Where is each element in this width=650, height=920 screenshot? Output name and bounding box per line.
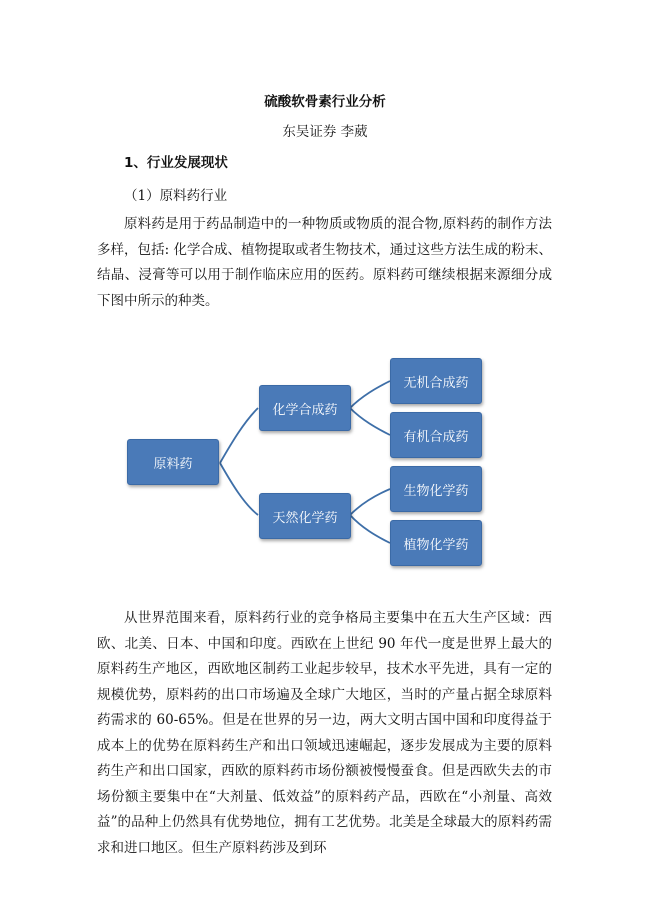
connector-chemical-organic <box>350 408 390 435</box>
connector-root-chemical <box>220 408 258 463</box>
connector-chemical-inorganic <box>350 381 390 408</box>
paragraph-market: 从世界范围来看，原料药行业的竞争格局主要集中在五大生产区域：西欧、北美、日本、中国和印度。西欧在上世纪 90 年代一度是世界上最大的原料药生产地区，西欧地区制药工业起步较早，技术水平先进，具有一定的规模优势，原料药的出口市场遍及全球广大地区，当时的产量占据全球原料药需求的 60-65%。但是在世界的另一边，两大文明古国中国和印度得益于成本上的优势在原料药生产和出口领域迅速崛起，逐步发展成为主要的原料药生产和出口国家，西欧的原料药市场份额被慢慢蚕食。但是西欧失去的市场份额主要集中在“大剂量、低效益”的原料药产品，西欧在“小剂量、高效益”的品种上仍然具有优势地位，拥有工艺优势。北美是全球最大的原料药需求和进口地区。但生产原料药涉及到环 <box>97 610 552 856</box>
subsection-heading: （1）原料药行业 <box>124 188 228 204</box>
node-chemical-synthesis: 化学合成药 <box>259 385 351 431</box>
node-plant-chemical: 植物化学药 <box>390 520 482 566</box>
connector-natural-plant <box>350 515 390 543</box>
connector-natural-biochem <box>350 489 390 515</box>
connector-root-natural <box>220 463 258 515</box>
document-title: 硫酸软骨素行业分析 <box>264 94 386 110</box>
node-root: 原料药 <box>127 439 219 485</box>
paragraph-intro: 原料药是用于药品制造中的一种物质或物质的混合物,原料药的制作方法多样，包括: 化学合成、植物提取或者生物技术，通过这些方法生成的粉末、结晶、浸膏等可以用于制作临床应用的医药。原料药可继续根据来源细分成下图中所示的种类。 <box>97 216 552 309</box>
node-inorganic: 无机合成药 <box>390 358 482 404</box>
node-organic: 有机合成药 <box>390 412 482 458</box>
document-author: 东吴证券 李葳 <box>282 124 368 140</box>
node-natural-chemistry: 天然化学药 <box>259 493 351 539</box>
classification-diagram <box>120 352 490 574</box>
section-heading: 1、行业发展现状 <box>124 155 228 171</box>
node-biochemical: 生物化学药 <box>390 466 482 512</box>
